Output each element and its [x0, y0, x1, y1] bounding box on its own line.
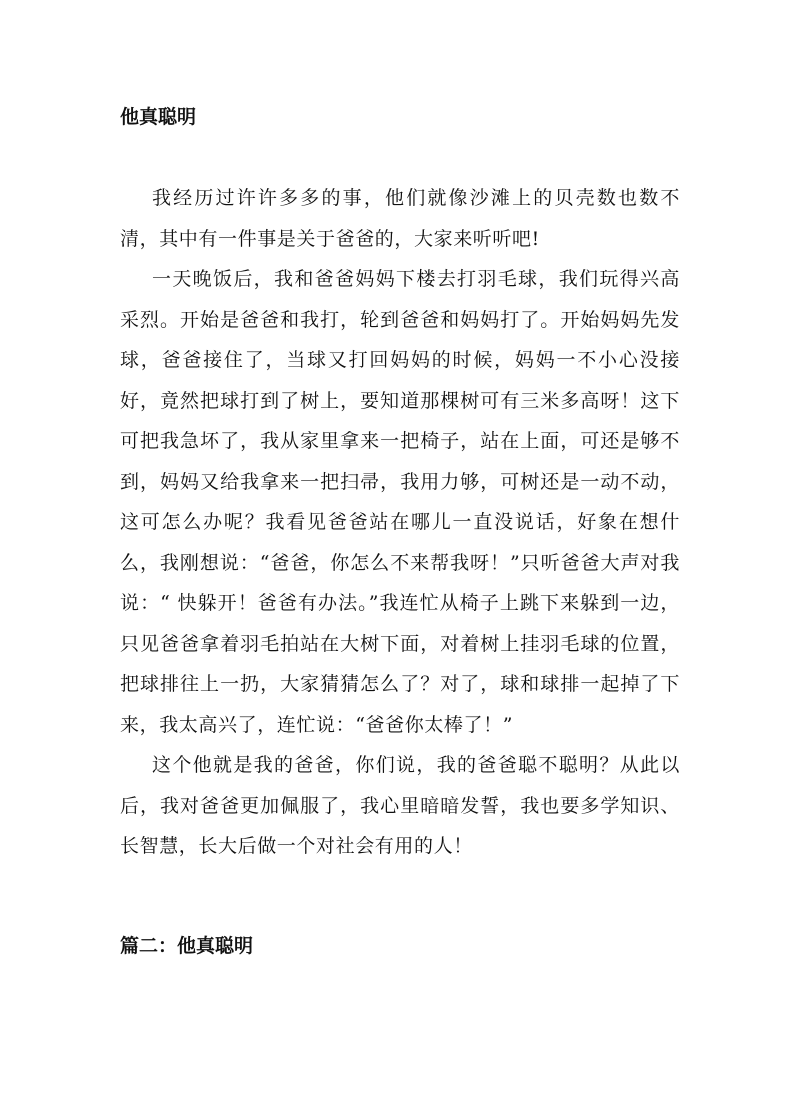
essay-paragraph-3: 这个他就是我的爸爸，你们说，我的爸爸聪不聪明？从此以后，我对爸爸更加佩服了，我心里暗暗发誓，我也要多学知识、长智慧，长大后做一个对社会有用的人！ — [120, 754, 680, 857]
essay-title: 他真聪明 — [120, 106, 197, 128]
essay-paragraph-2: 一天晚饭后，我和爸爸妈妈下楼去打羽毛球，我们玩得兴高采烈。开始是爸爸和我打，轮到爸爸和妈妈打了。开始妈妈先发球，爸爸接住了，当球又打回妈妈的时候，妈妈一不小心没接好，竟然把球打到了树上，要知道那棵树可有三米多高呀！这下可把我急坏了，我从家里拿来一把椅子，站在上面，可还是够不到，妈妈又给我拿来一把扫帚，我用力够，可树还是一动不动，这可怎么办呢？我看见爸爸站在哪儿一直没说话，好象在想什么，我刚想说：“爸爸，你怎么不来帮我呀！”只听爸爸大声对我说：“ 快躲开！爸爸有办法。”我连忙从椅子上跳下来躲到一边，只见爸爸拿着羽毛拍站在大树下面，对着树上挂羽毛球的位置，把球排往上一扔，大家猜猜怎么了？对了，球和球排一起掉了下来，我太高兴了，连忙说：“爸爸你太棒了！” — [120, 268, 680, 736]
essay-body — [120, 178, 680, 867]
section-heading: 篇二：他真聪明 — [120, 935, 254, 957]
essay-paragraph-1: 我经历过许许多多的事，他们就像沙滩上的贝壳数也数不清，其中有一件事是关于爸爸的，大家来听听吧! — [120, 187, 680, 250]
